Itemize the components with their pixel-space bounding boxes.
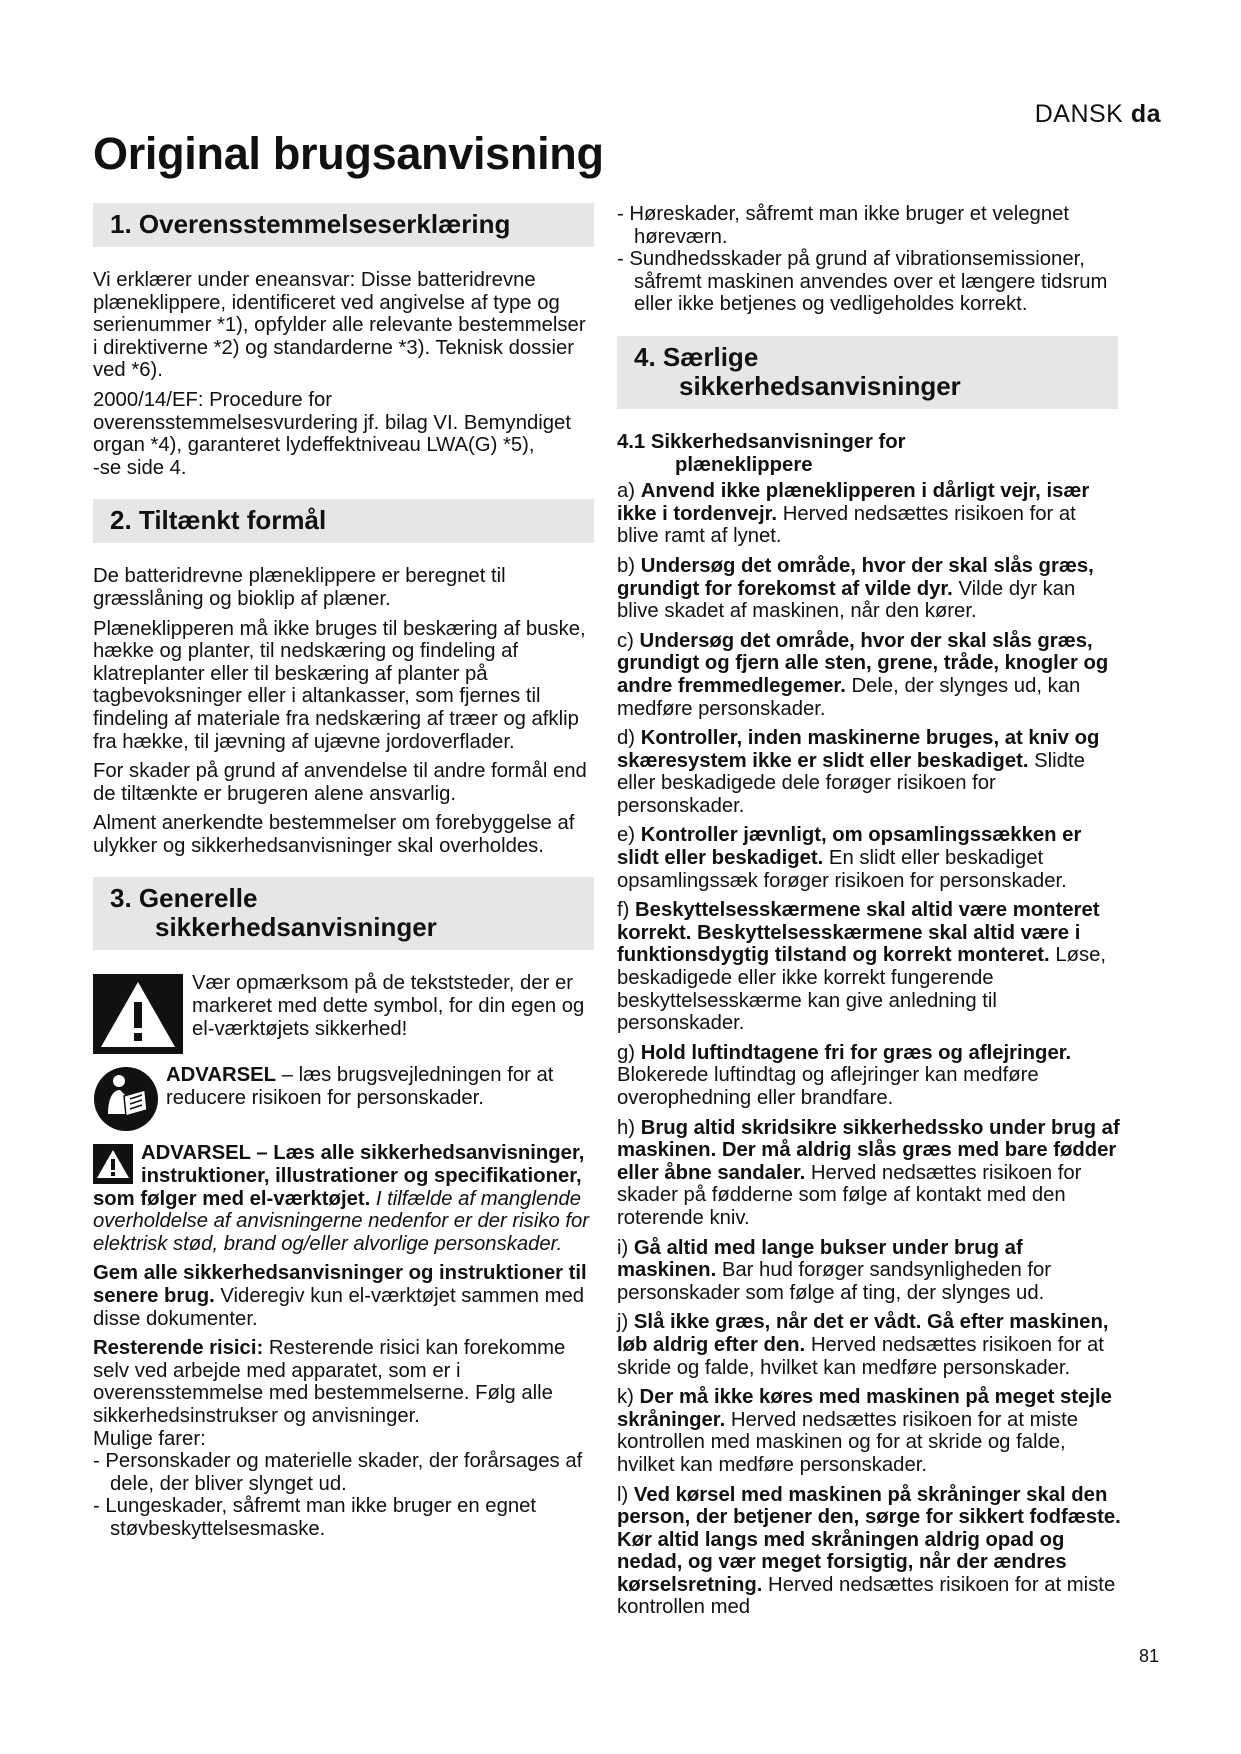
safety-item-text: Vilde dyr kan blive skadet af maskinen, når den kører.	[617, 577, 1076, 623]
safety-item-text: Blokerede luftindtag og aflejringer kan medføre overophedning eller brandfare.	[617, 1064, 1039, 1109]
advarsel-read-manual	[93, 1064, 593, 1132]
section-2-paragraph: For skader på grund af anvendelse til andre formål end de tiltænkte er brugeren alene ansvarlig.	[93, 760, 587, 805]
safety-item-letter: j)	[617, 1311, 629, 1334]
section-4-heading-line2: sikkerhedsanvisninger	[679, 370, 961, 401]
safety-item	[617, 1311, 1122, 1379]
safety-item-bold: Anvend ikke plæneklipperen i dårligt vejr, især ikke i tordenvejr.	[617, 480, 1090, 525]
safety-item-letter: g)	[617, 1041, 636, 1064]
advarsel-text: – læs brugsvejledningen for at reducere risikoen for personskader.	[166, 1064, 554, 1110]
subsection-line1: 4.1 Sikkerhedsanvisninger for	[617, 430, 906, 453]
read-manual-icon	[93, 1066, 159, 1132]
safety-item-letter: d)	[617, 727, 636, 750]
safety-item-bold: Beskyttelsesskærmene skal altid være monteret korrekt. Beskyttelsesskærmene skal altid være i funktionsdygtig tilstand og korrekt monteret.	[617, 899, 1100, 967]
right-column	[617, 203, 1122, 1626]
safety-item-bold: Brug altid skridsikre sikkerhedssko under brug af maskinen. Der må aldrig slås græs med bare fødder eller åbne sandaler.	[617, 1116, 1120, 1184]
section-1-paragraph: -se side 4.	[93, 456, 187, 479]
safety-item-bold: Gå altid med lange bukser under brug af maskinen.	[617, 1236, 1023, 1282]
safety-item-bold: Ved kørsel med maskinen på skråninger skal den person, der betjener den, sørge for sikkert fodfæste. Kør altid langs med skråningen aldrig opad og nedad, og vær meget forsigtig, når der ændres kørselsretning.	[617, 1483, 1121, 1596]
advarsel-general-bold: ADVARSEL – Læs alle sikkerhedsanvisninger, instruktioner, illustrationer og specifikationer, som følger med el-værktøjet.	[93, 1142, 585, 1210]
farer-item: - Lungeskader, såfremt man ikke bruger en egnet støvbeskyttelsesmaske.	[93, 1495, 537, 1540]
safety-item-text: Bar hud forøger sandsynligheden for personskader som følge af ting, der slynges ud.	[617, 1259, 1052, 1304]
safety-item	[617, 899, 1122, 1035]
gem-text: Videregiv kun el-værktøjet sammen med disse dokumenter.	[93, 1285, 585, 1330]
safety-items-list	[617, 480, 1122, 1619]
safety-item-bold: Kontroller, inden maskinerne bruges, at kniv og skæresystem ikke er slidt eller beskadiget.	[617, 727, 1100, 772]
safety-item-letter: h)	[617, 1116, 636, 1139]
gem-paragraph	[93, 1262, 593, 1330]
safety-item-bold: Undersøg det område, hvor der skal slås græs, grundigt og fjern alle sten, grene, tråde, knogler og andre fremmedlegemer.	[617, 629, 1109, 697]
safety-item-text: Dele, der slynges ud, kan medføre personskader.	[617, 674, 1081, 720]
safety-item-letter: a)	[617, 480, 636, 503]
safety-item-text: Løse, beskadigede eller ikke korrekt fungerende beskyttelsesskærme kan give anledning til personskader.	[617, 944, 1107, 1035]
symbol-note	[93, 972, 593, 1054]
symbol-note-text: Vær opmærksom på de tekststeder, der er markeret med dette symbol, for din egen og el-værktøjets sikkerhed!	[192, 972, 585, 1040]
safety-item-text: Slidte eller beskadigede dele forøger risikoen for personskader.	[617, 749, 1085, 817]
safety-item	[617, 824, 1122, 892]
farer-label: Mulige farer:	[93, 1427, 206, 1450]
section-2-paragraph: Alment anerkendte bestemmelser om forebyggelse af ulykker og sikkerhedsanvisninger skal overholdes.	[93, 812, 575, 857]
safety-item	[617, 1117, 1122, 1230]
safety-item-bold: Kontroller jævnligt, om opsamlingssækken er slidt eller beskadiget.	[617, 824, 1082, 870]
risici-paragraph	[93, 1337, 593, 1427]
advarsel-label: ADVARSEL	[166, 1064, 277, 1087]
safety-item-letter: f)	[617, 899, 630, 922]
safety-item	[617, 1237, 1122, 1305]
safety-item	[617, 1042, 1122, 1110]
warning-triangle-small-icon	[93, 1144, 133, 1184]
safety-item-bold: Undersøg det område, hvor der skal slås græs, grundigt for forekomst af vilde dyr.	[617, 554, 1094, 600]
farer-item: - Personskader og materielle skader, der forårsages af dele, der bliver slynget ud.	[93, 1450, 583, 1495]
subsection-line2: plæneklippere	[675, 453, 813, 476]
subsection-4-1-heading	[617, 431, 1122, 476]
safety-item-letter: b)	[617, 554, 636, 577]
advarsel-general-italic: I tilfælde af manglende overholdelse af anvisningerne nedenfor er der risiko for elektrisk stød, brand og/eller alvorlige personskader.	[93, 1187, 590, 1255]
language-code: da	[1130, 100, 1161, 128]
safety-item-text: Herved nedsættes risikoen for at skride og falde, hvilket kan medføre personskader.	[617, 1333, 1104, 1379]
section-1-paragraph: 2000/14/EF: Procedure for overensstemmelsesvurdering jf. bilag VI. Bemyndiget organ *4), garanteret lydeffektniveau LWA(G) *5),	[93, 388, 571, 457]
section-4-heading	[617, 336, 1118, 409]
section-3-heading	[93, 877, 594, 950]
section-2-paragraph: Plæneklipperen må ikke bruges til beskæring af buske, hække og planter, til nedskæring og findeling af klatreplanter eller til beskæring af planter på tagbevoksninger eller i altankasser, som fjernes til findeling af materiale fra nedskæring af træer og afklip fra hække, til jævning af ujævne jordoverflader.	[93, 617, 586, 753]
safety-item-text: Herved nedsættes risikoen for skader på fødderne som følge af kontakt med den roterende kniv.	[617, 1161, 1082, 1229]
section-2-paragraph: De batteridrevne plæneklippere er beregnet til græsslåning og bioklip af plæner.	[93, 565, 506, 610]
safety-item-text: Herved nedsættes risikoen for at miste kontrollen med	[617, 1573, 1116, 1619]
page-title: Original brugsanvisning	[93, 128, 604, 179]
safety-item	[617, 480, 1122, 548]
safety-item-text: En slidt eller beskadiget opsamlingssæk forøger risikoen for personskader.	[617, 847, 1067, 892]
safety-item-text: Herved nedsættes risikoen for at miste kontrollen med maskinen og for at skride og falde, hvilket kan medføre personskader.	[617, 1408, 1079, 1476]
section-1-paragraph: Vi erklærer under eneansvar: Disse batteridrevne plæneklippere, identificeret ved angivelse af type og serienummer *1), opfylder alle relevante bestemmelser i direktiverne *2) og standarderne *3). Teknisk dossier ved *6).	[93, 269, 586, 382]
safety-item	[617, 630, 1122, 720]
section-3-heading-line1: 3. Generelle	[110, 883, 258, 914]
safety-item	[617, 727, 1122, 817]
safety-item	[617, 555, 1122, 623]
safety-item	[617, 1386, 1122, 1476]
safety-item-text: Herved nedsættes risikoen for at blive ramt af lynet.	[617, 502, 1076, 548]
left-column	[93, 203, 593, 1541]
risici-bold: Resterende risici:	[93, 1337, 264, 1360]
warning-triangle-icon	[93, 974, 183, 1054]
safety-item-bold: Slå ikke græs, når det er vådt. Gå efter maskinen, løb aldrig efter den.	[617, 1311, 1109, 1356]
safety-item-letter: l)	[617, 1483, 629, 1506]
safety-item-letter: i)	[617, 1236, 629, 1259]
risici-text: Resterende risici kan forekomme selv ved arbejde med apparatet, som er i overensstemmelse med bestemmelserne. Følg alle sikkerhedsinstrukser og anvisninger.	[93, 1337, 566, 1427]
safety-item-letter: e)	[617, 824, 636, 847]
farer-item: - Høreskader, såfremt man ikke bruger et velegnet høreværn.	[617, 203, 1070, 248]
section-1-heading: 1. Overensstemmelseserklæring	[93, 203, 594, 247]
safety-item-letter: k)	[617, 1386, 634, 1409]
safety-item-letter: c)	[617, 629, 634, 652]
section-4-heading-line1: 4. Særlige	[634, 341, 759, 372]
safety-item-bold: Hold luftindtagene fri for græs og aflejringer.	[640, 1041, 1072, 1064]
gem-bold: Gem alle sikkerhedsanvisninger og instruktioner til senere brug.	[93, 1262, 587, 1308]
section-2-heading: 2. Tiltænkt formål	[93, 499, 594, 543]
safety-item	[617, 1484, 1122, 1620]
safety-item-bold: Der må ikke køres med maskinen på meget stejle skråninger.	[617, 1386, 1112, 1431]
farer-item: - Sundhedsskader på grund af vibrationsemissioner, såfremt maskinen anvendes over et længere tidsrum eller ikke betjenes og vedligeholdes korrekt.	[617, 248, 1108, 316]
language-label	[1035, 100, 1161, 129]
language-name: DANSK	[1034, 100, 1124, 128]
advarsel-general	[93, 1142, 593, 1255]
page-number: 81	[1138, 1646, 1159, 1666]
section-3-heading-line2: sikkerhedsanvisninger	[155, 912, 437, 943]
